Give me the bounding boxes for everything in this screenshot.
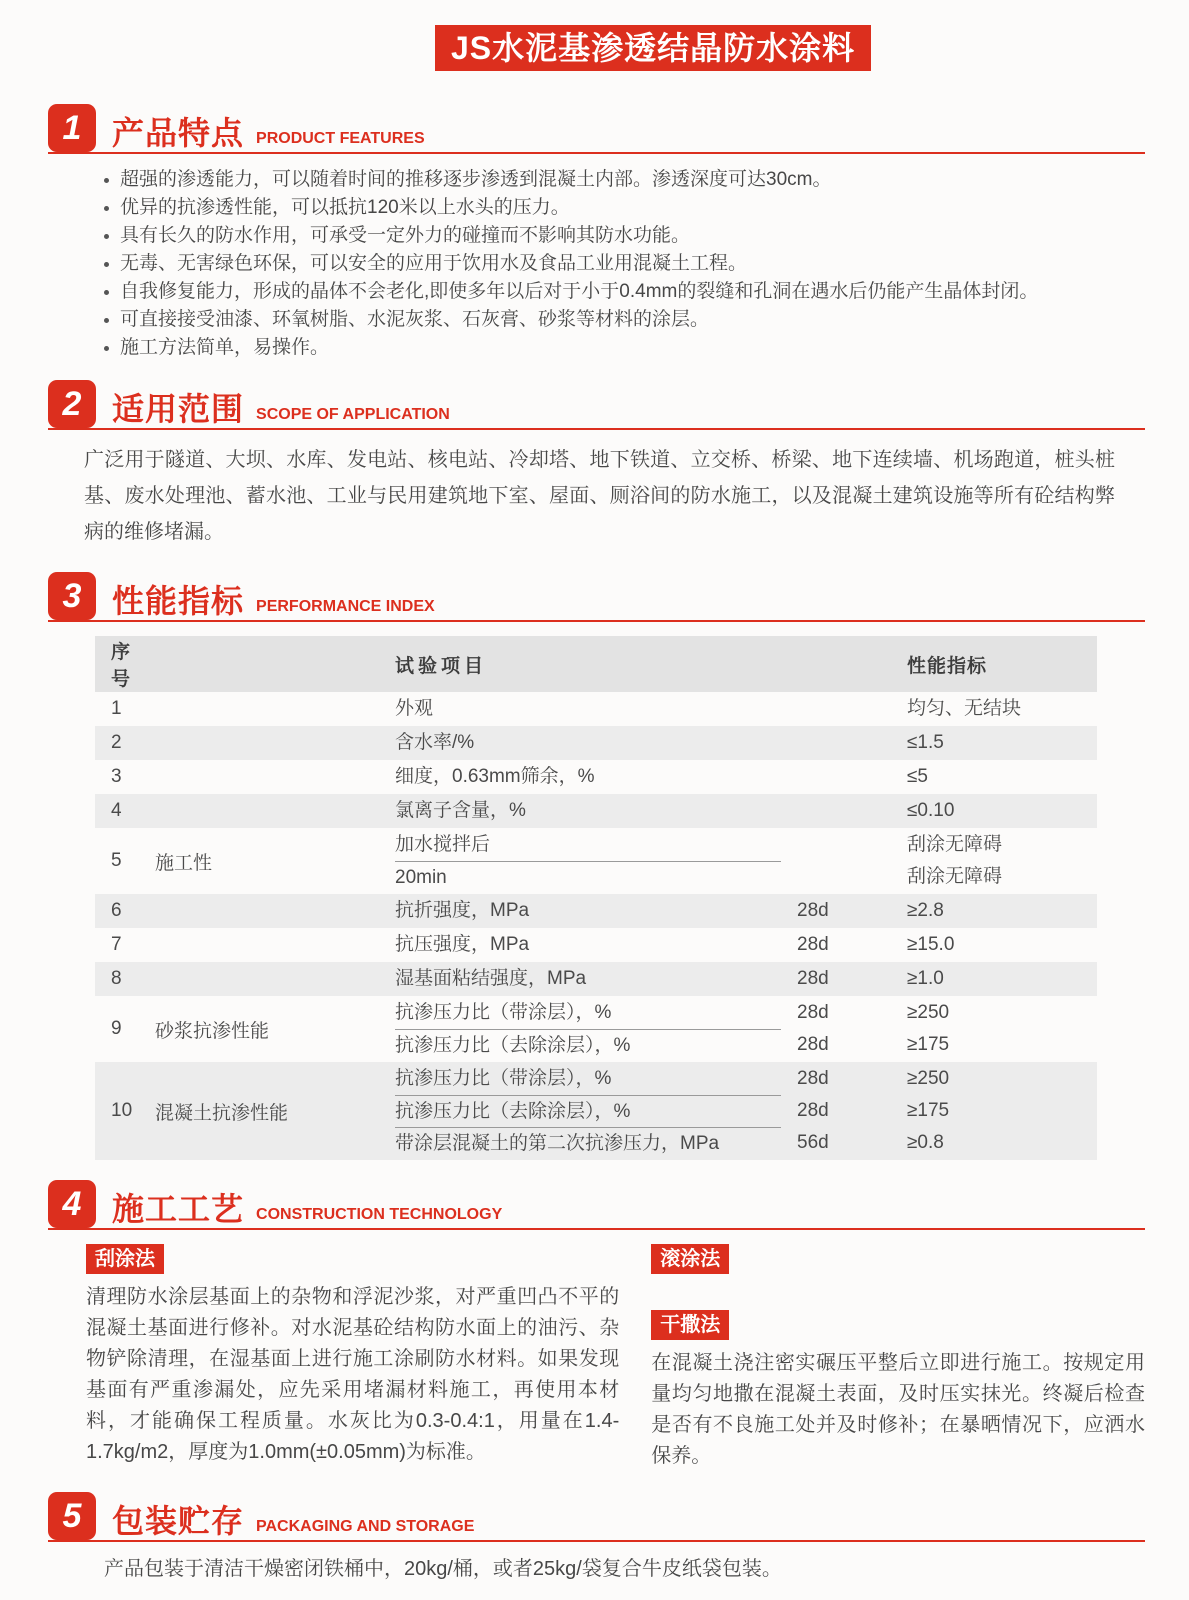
- cell-test-item: [395, 829, 795, 893]
- cell-no: 6: [111, 900, 122, 921]
- method-text-dry-sprinkle: 在混凝土浇注密实碾压平整后立即进行施工。按规定用量均匀地撒在混凝土表面，及时压实抹光。终凝后检查是否有不良施工处并及时修补；在暴晒情况下，应洒水保养。: [651, 1352, 1145, 1467]
- section-performance-index: [48, 572, 1145, 1160]
- cell-test-item: [395, 929, 795, 961]
- section-header-3: [48, 572, 1145, 622]
- section-header-1: [48, 104, 1145, 154]
- cell-age: [795, 963, 905, 995]
- cell-index-value: [905, 963, 1097, 995]
- cell-age: [795, 727, 905, 759]
- test-item-name: 加水搅拌后: [395, 834, 491, 855]
- test-item-age: 28d: [797, 1034, 829, 1055]
- table-row: [95, 996, 1097, 1062]
- test-item-name: 带涂层混凝土的第二次抗渗压力，MPa: [395, 1127, 781, 1159]
- test-item-name: 外观: [395, 698, 434, 719]
- test-item-value: 刮涂无障碍: [907, 834, 1003, 855]
- test-item-name: 抗渗压力比（去除涂层），%: [395, 1095, 781, 1127]
- table-header-row: [95, 636, 1097, 692]
- construction-methods: [86, 1244, 1145, 1472]
- table-row: [95, 726, 1097, 760]
- section-subtitle: CONSTRUCTION TECHNOLOGY: [256, 1206, 503, 1223]
- cell-age: [795, 997, 905, 1061]
- test-item-age: [797, 727, 905, 759]
- cell-index-value: [905, 829, 1097, 893]
- test-item-age: 28d: [797, 934, 829, 955]
- feature-text: 可直接接受油漆、环氧树脂、水泥灰浆、石灰膏、砂浆等材料的涂层。: [120, 309, 710, 330]
- section-subtitle: PRODUCT FEATURES: [256, 130, 425, 147]
- table-row: [95, 894, 1097, 928]
- section-number-badge: 3: [48, 572, 96, 620]
- cell-test-item: [395, 963, 795, 995]
- features-list: [104, 166, 1145, 362]
- section-scope: [48, 380, 1145, 550]
- section-subtitle: PACKAGING AND STORAGE: [256, 1518, 475, 1535]
- section-title: 施工工艺: [112, 1191, 245, 1227]
- method-badge-dry-sprinkle: 干撒法: [651, 1310, 729, 1340]
- method-badge-scrape: 刮涂法: [86, 1244, 164, 1274]
- col-header-value: 性能指标: [907, 655, 988, 677]
- test-item-value: ≥1.0: [907, 968, 944, 989]
- feature-item: [104, 278, 1145, 306]
- method-badge-roll-wrap: [651, 1244, 1145, 1274]
- cell-no: 2: [111, 732, 122, 753]
- table-row: [95, 760, 1097, 794]
- test-item-name: 20min: [395, 861, 781, 893]
- test-item-value: ≤1.5: [907, 732, 944, 753]
- feature-text: 无毒、无害绿色环保，可以安全的应用于饮用水及食品工业用混凝土工程。: [120, 253, 748, 274]
- cell-index-value: [905, 895, 1097, 927]
- section-number-badge: 1: [48, 104, 96, 152]
- cell-age: [795, 795, 905, 827]
- feature-text: 施工方法简单，易操作。: [120, 337, 330, 358]
- test-item-age: 28d: [797, 1068, 829, 1089]
- test-item-name: 抗渗压力比（带涂层），%: [395, 1068, 612, 1089]
- table-row: [95, 794, 1097, 828]
- packaging-paragraph: 产品包装于清洁干燥密闭铁桶中，20kg/桶，或者25kg/袋复合牛皮纸袋包装。: [104, 1558, 782, 1580]
- test-item-age: [797, 795, 905, 827]
- feature-text: 自我修复能力，形成的晶体不会老化,即使多年以后对于小于0.4mm的裂缝和孔洞在遇水后仍能产生晶体封闭。: [120, 281, 1039, 302]
- cell-test-item: [395, 1063, 795, 1159]
- test-item-name: 氯离子含量，%: [395, 800, 526, 821]
- cell-no: 4: [111, 800, 122, 821]
- section-product-features: [48, 104, 1145, 362]
- page-content: [0, 104, 1189, 1584]
- cell-no: 7: [111, 934, 122, 955]
- table-row: [95, 962, 1097, 996]
- col-header-no: 序号: [111, 642, 132, 690]
- cell-age: [795, 829, 905, 893]
- cell-index-value: [905, 761, 1097, 793]
- cell-no: 9: [111, 1018, 122, 1039]
- cell-index-value: [905, 795, 1097, 827]
- test-item-age: 28d: [797, 1002, 829, 1023]
- test-item-value: ≤0.10: [907, 800, 955, 821]
- section-header-2: [48, 380, 1145, 430]
- test-item-value: ≥250: [907, 1002, 950, 1023]
- feature-text: 具有长久的防水作用，可承受一定外力的碰撞而不影响其防水功能。: [120, 225, 691, 246]
- feature-text: 超强的渗透能力，可以随着时间的推移逐步渗透到混凝土内部。渗透深度可达30cm。: [120, 169, 832, 190]
- section-number-badge: 4: [48, 1180, 96, 1228]
- test-item-value: ≥250: [907, 1068, 950, 1089]
- section-header-4: [48, 1180, 1145, 1230]
- cell-index-value: [905, 693, 1097, 725]
- test-item-age: [797, 861, 905, 893]
- bullet-icon: [104, 178, 109, 183]
- bullet-icon: [104, 206, 109, 211]
- section-title: 性能指标: [112, 583, 245, 619]
- section-subtitle: PERFORMANCE INDEX: [256, 598, 435, 615]
- cell-test-item: [395, 997, 795, 1061]
- cell-test-item: [395, 727, 795, 759]
- cell-category: 砂浆抗渗性能: [155, 1020, 270, 1042]
- cell-no: 8: [111, 968, 122, 989]
- test-item-value: ≥0.8: [907, 1132, 944, 1153]
- test-item-name: 湿基面粘结强度，MPa: [395, 968, 587, 989]
- feature-item: [104, 166, 1145, 194]
- cell-no: 5: [111, 850, 122, 871]
- bullet-icon: [104, 234, 109, 239]
- test-item-name: 抗渗压力比（去除涂层），%: [395, 1029, 781, 1061]
- test-item-age: 56d: [797, 1132, 829, 1153]
- feature-item: [104, 306, 1145, 334]
- cell-no: 1: [111, 698, 122, 719]
- cell-index-value: [905, 929, 1097, 961]
- method-text-scrape: 清理防水涂层基面上的杂物和浮泥沙浆，对严重凹凸不平的混凝土基面进行修补。对水泥基砼结构防水面上的油污、杂物铲除清理，在湿基面上进行施工涂刷防水材料。如果发现基面有严重渗漏处，应先采用堵漏材料施工，再使用本材料，才能确保工程质量。水灰比为0.3-0.4:1，用量在1.4-1.7kg/m2，厚度为1.0mm(±0.05mm)为标准。: [86, 1286, 620, 1463]
- test-item-age: [797, 761, 905, 793]
- test-item-name: 抗折强度，MPa: [395, 900, 530, 921]
- cell-test-item: [395, 761, 795, 793]
- table-row: [95, 692, 1097, 726]
- test-item-name: 细度，0.63mm筛余，%: [395, 766, 595, 787]
- table-row: [95, 1062, 1097, 1160]
- table-row: [95, 828, 1097, 894]
- cell-age: [795, 895, 905, 927]
- cell-age: [795, 929, 905, 961]
- cell-test-item: [395, 895, 795, 927]
- method-badge-dry-wrap: [651, 1310, 1145, 1340]
- test-item-value: 均匀、无结块: [907, 698, 1022, 719]
- bullet-icon: [104, 262, 109, 267]
- section-title: 适用范围: [112, 391, 245, 427]
- cell-test-item: [395, 693, 795, 725]
- cell-no: 3: [111, 766, 122, 787]
- section-subtitle: SCOPE OF APPLICATION: [256, 406, 450, 423]
- test-item-value: ≥175: [907, 1034, 950, 1055]
- cell-age: [795, 761, 905, 793]
- scope-paragraph: 广泛用于隧道、大坝、水库、发电站、核电站、冷却塔、地下铁道、立交桥、桥梁、地下连续墙、机场跑道，桩头桩基、废水处理池、蓄水池、工业与民用建筑地下室、屋面、厕浴间的防水施工，以及混凝土建筑设施等所有砼结构弊病的维修堵漏。: [84, 449, 1115, 543]
- section-number-badge: 2: [48, 380, 96, 428]
- cell-index-value: [905, 727, 1097, 759]
- test-item-value: ≥2.8: [907, 900, 944, 921]
- section-header-5: [48, 1492, 1145, 1542]
- method-scrape-column: [86, 1244, 619, 1472]
- section-title: 包装贮存: [112, 1503, 245, 1539]
- test-item-name: 含水率/%: [395, 732, 475, 753]
- test-item-name: 抗压强度，MPa: [395, 934, 530, 955]
- test-item-age: [797, 693, 905, 725]
- col-header-item: 试验项目: [395, 655, 488, 677]
- cell-index-value: [905, 1063, 1097, 1159]
- test-item-age: 28d: [797, 900, 829, 921]
- feature-item: [104, 250, 1145, 278]
- bullet-icon: [104, 346, 109, 351]
- test-item-value: 刮涂无障碍: [907, 866, 1003, 887]
- feature-item: [104, 194, 1145, 222]
- method-badge-roll: 滚涂法: [651, 1244, 729, 1274]
- feature-text: 优异的抗渗透性能，可以抵抗120米以上水头的压力。: [120, 197, 570, 218]
- section-title: 产品特点: [112, 115, 245, 151]
- test-item-value: ≤5: [907, 766, 928, 787]
- section-packaging-storage: [48, 1492, 1145, 1584]
- cell-age: [795, 1063, 905, 1159]
- test-item-value: ≥175: [907, 1100, 950, 1121]
- test-item-value: ≥15.0: [907, 934, 955, 955]
- section-construction-technology: [48, 1180, 1145, 1472]
- test-item-age: 28d: [797, 1100, 829, 1121]
- bullet-icon: [104, 290, 109, 295]
- test-item-age: 28d: [797, 968, 829, 989]
- cell-category: 混凝土抗渗性能: [155, 1102, 289, 1124]
- cell-index-value: [905, 997, 1097, 1061]
- cell-age: [795, 693, 905, 725]
- table-row: [95, 928, 1097, 962]
- feature-item: [104, 334, 1145, 362]
- cell-category: 施工性: [155, 852, 213, 874]
- method-roll-dry-column: [651, 1244, 1145, 1472]
- feature-item: [104, 222, 1145, 250]
- performance-table: [95, 636, 1097, 1160]
- test-item-name: 抗渗压力比（带涂层），%: [395, 1002, 612, 1023]
- product-title-banner: JS水泥基渗透结晶防水涂料: [435, 25, 871, 71]
- cell-no: 10: [111, 1100, 133, 1121]
- test-item-age: [797, 829, 905, 861]
- cell-test-item: [395, 795, 795, 827]
- bullet-icon: [104, 318, 109, 323]
- section-number-badge: 5: [48, 1492, 96, 1540]
